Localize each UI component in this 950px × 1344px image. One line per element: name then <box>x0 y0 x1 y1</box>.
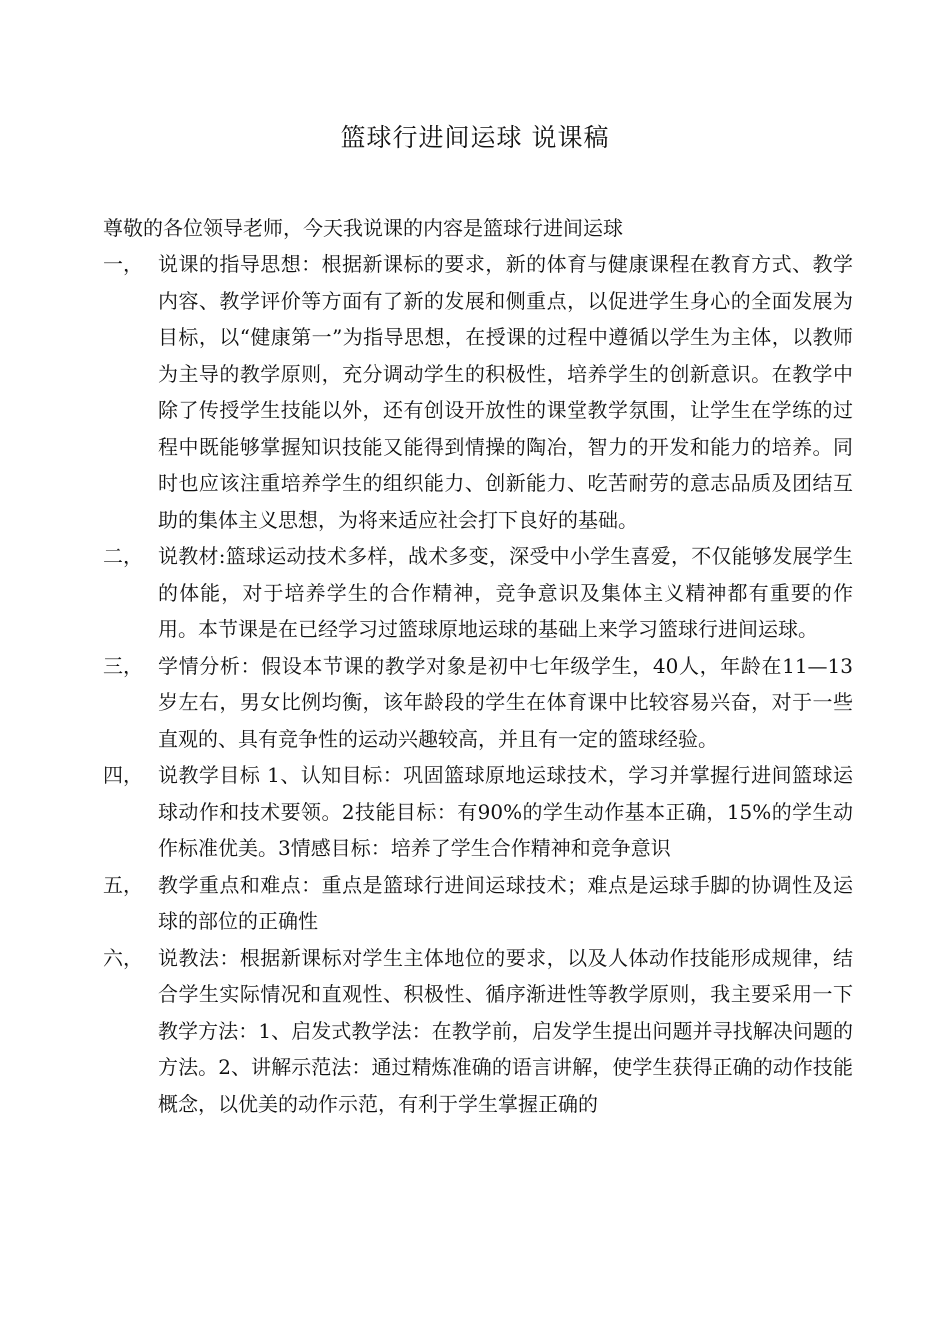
section-3-student-analysis <box>103 648 853 758</box>
section-number: 六， <box>103 945 143 970</box>
intro-paragraph: 尊敬的各位领导老师，今天我说课的内容是篮球行进间运球 <box>103 216 623 240</box>
section-text: 教学重点和难点：重点是篮球行进间运球技术；难点是运球手脚的协调性及运球的部位的正确性 <box>158 872 853 933</box>
section-4-teaching-goals <box>103 757 853 867</box>
section-number: 五， <box>103 872 143 897</box>
section-number: 二， <box>103 544 143 568</box>
section-number: 一， <box>103 252 143 276</box>
section-1-guiding-ideology <box>103 246 853 538</box>
section-text: 说教学目标 1、认知目标：巩固篮球原地运球技术，学习并掌握行进间篮球运球动作和技术要领。2技能目标：有90%的学生动作基本正确，15%的学生动作标准优美。3情感目标：培养了学生合作精神和竞争意识 <box>158 763 853 860</box>
section-number: 四， <box>103 763 143 787</box>
section-5-key-points <box>103 867 853 940</box>
section-2-teaching-material <box>103 538 853 648</box>
section-number: 三， <box>103 653 143 678</box>
section-text: 说教法：根据新课标对学生主体地位的要求，以及人体动作技能形成规律，结合学生实际情况和直观性、积极性、循序渐进性等教学原则，我主要采用一下教学方法：1、启发式教学法：在教学前，启发学生提出问题并寻找解决问题的方法。2、讲解示范法：通过精炼准确的语言讲解，使学生获得正确的动作技能概念，以优美的动作示范，有利于学生掌握正确的 <box>158 945 853 1116</box>
section-6-teaching-methods <box>103 940 853 1123</box>
section-text: 学情分析：假设本节课的教学对象是初中七年级学生，40人，年龄在11—13岁左右，男女比例均衡，该年龄段的学生在体育课中比较容易兴奋，对于一些直观的、具有竞争性的运动兴趣较高，并且有一定的篮球经验。 <box>158 653 853 751</box>
section-text: 说课的指导思想：根据新课标的要求，新的体育与健康课程在教育方式、教学内容、教学评价等方面有了新的发展和侧重点，以促进学生身心的全面发展为目标，以“健康第一”为指导思想，在授课的过程中遵循以学生为主体，以教师为主导的教学原则，充分调动学生的积极性，培养学生的创新意识。在教学中除了传授学生技能以外，还有创设开放性的课堂教学氛围，让学生在学练的过程中既能够掌握知识技能又能得到情操的陶冶，智力的开发和能力的培养。同时也应该注重培养学生的组织能力、创新能力、吃苦耐劳的意志品质及团结互助的集体主义思想，为将来适应社会打下良好的基础。 <box>158 252 853 532</box>
document-title: 篮球行进间运球 说课稿 <box>340 123 610 152</box>
section-text: 说教材:篮球运动技术多样，战术多变，深受中小学生喜爱，不仅能够发展学生的体能，对于培养学生的合作精神，竞争意识及集体主义精神都有重要的作用。本节课是在已经学习过篮球原地运球的基础上来学习篮球行进间运球。 <box>158 544 853 641</box>
section-list <box>103 246 853 1122</box>
